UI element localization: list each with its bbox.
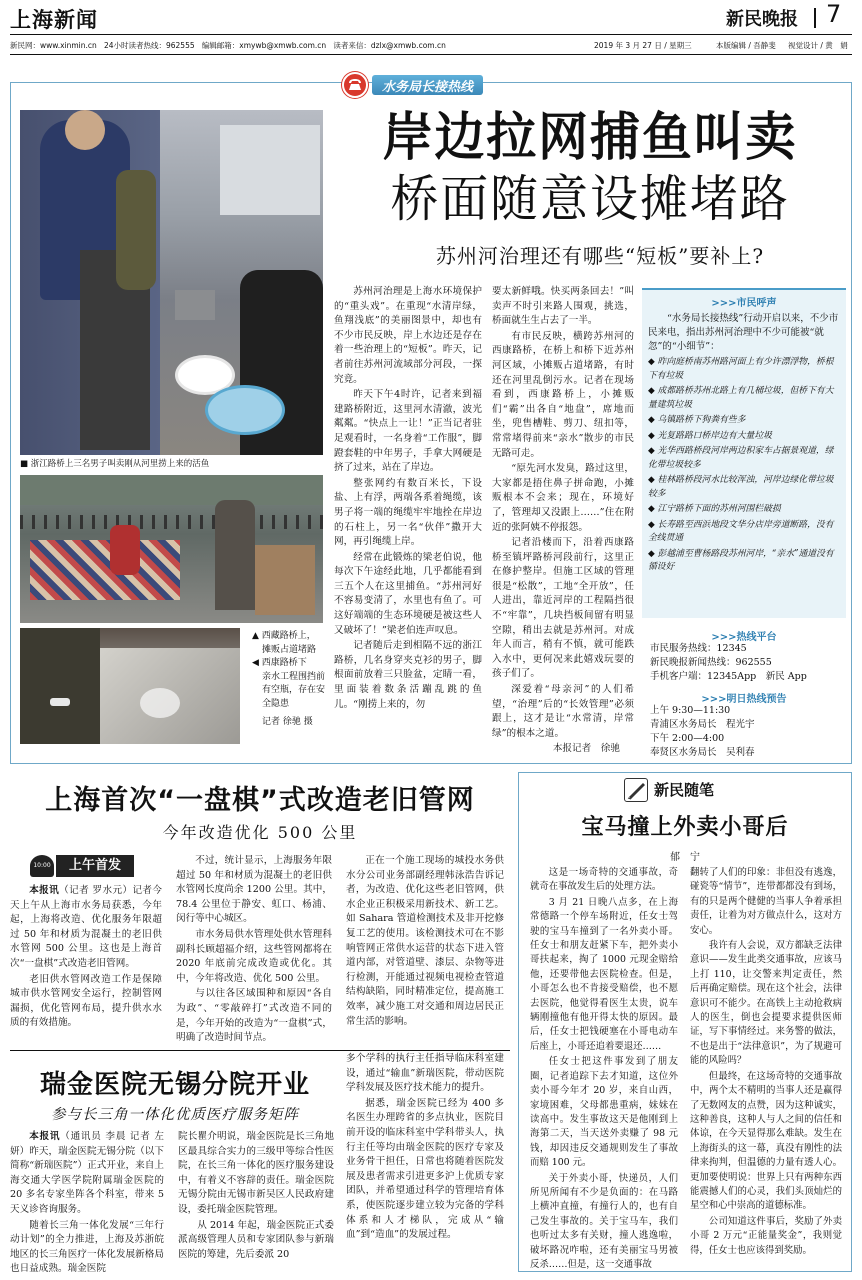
lead-headline-1: 岸边拉网捕鱼叫卖 (382, 108, 798, 168)
paragraph: 市水务局供水管理处供水管理科副科长顾超福介绍，这些管网都将在 2020 年底前完成改造或优化。其中，今年将改造、优化 500 公里。 (176, 928, 332, 984)
list-item: ◆ 昨向庭桥南苏州路河面上有少许漂浮物，桥根下有垃圾 (648, 357, 834, 381)
column-text-1 (530, 866, 678, 1273)
paragraph: 要太新鲜哦。快买两条回去！”叫卖声不时引来路人围观，挑选，桥面就生生占去了一半。 (492, 286, 634, 327)
paragraph: 记者沿楼而下，沿着西康路桥至镇坪路桥河段前行，这里正在修护整岸。但施工区域的管理很是“松散”，工地“全开放”，任人进出，靠近河岸的工程隔挡很不“牢靠”，几块挡板间留有明显空隙，稍出去就是苏州河。对成年人而言，稍有不慎，就可能跌入水中，更何况来此嬉戏玩耍的孩子们了。 (492, 537, 634, 680)
banner-label: 水务局长接热线 (372, 75, 483, 95)
voice-intro: “水务局长接热线”行动开启以来，不少市民来电，指出苏州河治理中不少可能被“就忽”的“小细节”： (648, 313, 839, 352)
info-bar (10, 40, 852, 51)
photo-riverside-barrier (20, 628, 240, 744)
list-item: ◆ 长寿路至西浜地段文华分店岸旁道断路，没有全线贯通 (648, 519, 834, 543)
list-item: ◆ 桂林路桥段河水比较浑浊，河岸边绿化带垃圾较多 (648, 475, 834, 499)
paragraph: 从 2014 年起，瑞金医院正式委派高级管理人员和专家团队参与新瑞医院的筹建，先后委派 20 (178, 1219, 334, 1260)
duty-line: 奉贤区水务局长 吴利春 (650, 747, 755, 758)
hospital-subtitle: 参与长三角一体化优质医疗服务矩阵 (51, 1107, 299, 1123)
column-logo-text: 新民随笔 (654, 781, 715, 799)
hotline-banner (340, 70, 550, 100)
paragraph: 深爱着“母亲河”的人们希望，“治理”后的“长效管理”必须跟上，这才是让“水常清，岸常绿”的根本之道。 (492, 684, 634, 739)
badge-label: 上午首发 (56, 855, 134, 877)
phone-icon (342, 72, 368, 98)
paragraph: 我许有人会说，双方都缺乏法律意识——发生此类交通事故，应该马上打 110，让交警来判定责任，然后再确定赔偿。现在这个社会，法律意识可不能少。在高铁上主动抢救病人的医生，倒也会提要求提供医师证，写下事情经过。来务警的做法，不也是出于“法律意识”，为了规避可能的风险吗？ (690, 940, 842, 1067)
list-item: ◆ 彭越浦至曹杨路段苏州河岸，“亲水”通道没有循设好 (648, 548, 834, 572)
paragraph: 老旧供水管网改造工作是保障城市供水管网安全运行，控制管网漏损，优化管网布局，提升供水水质的有效措施。 (10, 973, 162, 1029)
paragraph: 与以往各区域围种和原因“各自为政”、“零敲碎打”式改造不同的是，今年开始的改造为“一盘棋”式，明确了改造时间节点。 (176, 988, 332, 1044)
list-item: ◆ 光复路路口桥岸边有大量垃圾 (648, 430, 772, 441)
photo1-caption: ■ 浙江路桥上三名男子叫卖刚从河里捞上来的活鱼 (20, 459, 210, 469)
quill-icon (624, 778, 648, 802)
paragraph: 随着长三角一体化发展“三年行动计划”的全力推进，上海及苏浙皖地区的长三角医疗一体化发展新格局也日益成熟。瑞金医院 (10, 1219, 164, 1275)
platform-line: 市民服务热线：12345 (650, 643, 747, 654)
pipe-column-2 (176, 854, 332, 1047)
paragraph: 多个学科的执行主任指导临床科室建设，通过“输血”新瑞医院，带动医院学科发展及医疗技术能力的提升。 (346, 1053, 504, 1094)
paragraph: 整张网约有数百米长，下设盐、上有浮，两端各系着绳缆，该男子将一端的绳缆牢牢地拴在岸边的石柱上，另一名“伙伴”撒开大网，再引绳缆上岸。 (334, 477, 482, 548)
caption-line: 有空瓶，存在安 (262, 685, 326, 695)
section-title: 上海新闻 (10, 8, 98, 32)
voice-list (648, 356, 840, 575)
issue-date: 2019 年 3 月 27 日 / 星期三 (594, 41, 692, 50)
caption-line: 亲水工程围挡前 (262, 671, 326, 682)
paragraph: 院长瞿介明说，瑞金医院是长三角地区最具综合实力的三级甲等综合性医院，在长三角一体化的医疗服务建设中，有着义不容辞的责任。瑞金医院无锡分院由无锡市新吴区人民政府建设，委托瑞金医院管理。 (178, 1131, 334, 1215)
photo-bridge-vendors (20, 475, 323, 623)
photo-credit: 记者 徐驰 摄 (262, 717, 313, 727)
duty-line: 下午 2:00—4:00 (650, 733, 725, 744)
paragraph: 记者随后走到相隔不远的浙江路桥，几名身穿夹克衫的男子，脚根面前放着三只脸盆，定睛一看，里面装着数条活蹦乱跳的鱼儿。“刚捞上来的，勿 (334, 640, 482, 710)
duty-box (650, 704, 846, 760)
duty-heading: >>>明日热线预告 (701, 694, 787, 705)
paragraph: 本报讯（记者 罗水元）记者今天上午从上海市水务局获悉，今年起，上海将改造、优化服务年限超过 50 年和材质为混凝土的老旧供水管网 500 公里。这也是上海首次“一盘棋”式改造老旧管网。 (10, 885, 162, 969)
list-item: ◆ 乌镇路桥下狗粪有些多 (648, 415, 746, 425)
page-editor: 本版编辑 / 吾静斐 (716, 41, 776, 50)
paper-name: 新民晚报 (726, 9, 798, 30)
platform-line: 新民晚报新闻热线：962555 (650, 657, 772, 668)
hospital-column-3 (346, 1052, 504, 1244)
page-number: 7 (826, 0, 842, 28)
paragraph: 公司知道这件事后，奖励了外卖小哥 2 万元“正能量奖金”，我则觉得，任女士也应该得到奖励。 (690, 1215, 842, 1256)
paragraph: 本报讯（通讯员 李晨 记者 左妍）昨天，瑞金医院无锡分院（以下简称“新瑞医院”）正式开业，来自上海交通大学医学院附属瑞金医院的 20 多名专家坐阵各个科室，带来 5 天义诊咨询服务。 (10, 1131, 165, 1215)
list-item: ◆ 江宁路桥下面的苏州河围栏破损 (648, 504, 781, 514)
column-author: 郁 宁 (670, 852, 700, 863)
pipe-column-1 (10, 884, 162, 1032)
hospital-headline: 瑞金医院无锡分院开业 (39, 1070, 310, 1100)
list-item: ◆ 成都路桥苏州北路上有几桶垃圾，但桥下有大量建筑垃圾 (648, 386, 834, 410)
site-link[interactable]: 新民网：www.xinmin.cn (10, 41, 97, 50)
caption-line: ▲ 西藏路桥上， (252, 631, 316, 641)
paragraph: 昨天下午4时许，记者来到福建路桥附近，这里河水清澈，波光粼粼。“快点上一让！”正当记者驻足观看时，一名身着“工作服”，脚蹬套鞋的中年男子，手拿大网硬是挤了过来，站在了岸边。 (334, 389, 482, 474)
caption-line: ◀ 西康路桥下 (252, 658, 307, 668)
paragraph: 有市民反映，横跨苏州河的西康路桥，在桥上和桥下近苏州河区域，小摊贩占道堵路，有时还在河里乱倒污水。记者在现场看到，西康路桥上，小摊贩们“霸”出各自“地盘”，席地而坐，兜售槽鞋、剪刀、纽扣等，常常堵得前来“亲水”散步的市民无路可走。 (492, 330, 634, 459)
paragraph: 经常在此锻炼的梁老伯说，他每次下午途经此地，几乎都能看到三五个人在这里捕鱼。“苏州河好不容易变清了，水里也有鱼了。可这好端端的生态环境硬是被这些人又破坏了！”梁老伯连声叹息。 (334, 551, 482, 636)
paragraph: 正在一个施工现场的城投水务供水分公司业务部副经理韩泳浩告诉记者，为改造、优化这些老旧管网，供水企业正积极采用新技术、新工艺。如 Sahara 管道检测技术及非开挖修复工艺的使用。该检测技术可在不影响管网正常供水运营的状态下进入管道内部，对管道壁、漆层、杂物等进行检测，开能通过视频电视检查管道结构缺陷，同时精准定位，提高施工效率，减少施工对交通和周边居民正常生活的影响。 (346, 855, 504, 1027)
paragraph: 这是一场奇特的交通事故，奇就奇在事故发生后的处理方法。 (530, 867, 678, 893)
pipe-headline: 上海首次“一盘棋”式改造老旧管网 (45, 785, 475, 816)
caption-line: 摊贩占道堵路 (262, 644, 317, 655)
lead-headline-2: 桥面随意设摊堵路 (390, 170, 790, 228)
column-logo (620, 776, 750, 804)
lead-column-2 (492, 285, 634, 758)
photo2-caption (252, 630, 332, 711)
platform-line: 手机客户端：12345App 新民 App (650, 671, 807, 682)
hospital-column-1 (10, 1130, 164, 1278)
duty-line: 青浦区水务局长 程光宇 (650, 719, 755, 730)
byline: 本报记者 徐驰 (552, 743, 620, 755)
edit-mail[interactable]: 编辑邮箱：xmywb@xmwb.com.cn (201, 41, 327, 50)
platform-box (650, 642, 846, 684)
caption-line: 全隐患 (262, 698, 290, 709)
paragraph: 关于外卖小哥，快递员，人们所见所闻有不少是负面的：在马路上横冲直撞，有撞行人的，也有自己发生事故的。关于宝马车，我们也听过太多有关财，撞人逃逸啦，破坏路况咋啦，还有美丽宝马男被反杀……但是，这一交通事故 (530, 1172, 678, 1270)
hospital-column-2 (178, 1130, 334, 1263)
lead-column-1 (334, 285, 482, 713)
badge-time: 10:00 (33, 862, 51, 869)
column-headline: 宝马撞上外卖小哥后 (581, 815, 789, 840)
duty-line: 上午 9:30—11:30 (650, 705, 731, 716)
list-item: ◆ 光华西路桥段河岸两边积家车占据景观道，绿化带垃圾较多 (648, 446, 834, 470)
paragraph: 3 月 21 日晚八点多，在上海常德路一个停车场附近，任女士驾驶的宝马车撞到了一名外卖小哥。任女士和朋友赶紧下车，把外卖小哥扶起来，掏了 1000 元现金赔给他，还要带他去医院检查。但是，小哥怎么也不肯接受赔偿，也不愿去医院，他觉得看医生太贵，说车辆刚撞他有他开得太快的原因。最后，任女士把钱硬塞在小哥电动车后座上，小哥还追着要退还…… (530, 896, 678, 1052)
page-designer: 视觉设计 / 黄 娟 (788, 41, 848, 50)
reader-mail[interactable]: 读者来信：dzlx@xmwb.com.cn (333, 41, 446, 50)
paragraph: 苏州河治理是上海水环境保护的“重头戏”。在重现“水清岸绿，鱼翔浅底”的美丽图景中，却也有不少市民反映，岸上水边还是存在着一些治理上的“短板”。昨天，记者前往苏州河流域部分河段，一探究竟。 (334, 286, 482, 385)
column-text-2 (690, 866, 842, 1259)
lead-subtitle: 苏州河治理还有哪些“短板”要补上? (435, 244, 765, 268)
paragraph: 翻转了人们的印象：非但没有逃逸，碰瓷等“情节”，连带都都没有到场，有的只是两个健健的当事人争着承担责任，让着为对方做点什么，这对方安心。 (690, 867, 842, 936)
paragraph: 任女士把这件事发到了朋友圈，记者追踪下去才知道，这位外卖小哥今年才 20 岁，来自山西，家境困难，父母都患重病，妹妹在读高中。发生事故这天是他刚到上海第二天，当天送外卖赚了 98 元钱，却因违反交通规则发生了事故而赔 100 元。 (530, 1056, 678, 1169)
pipe-subtitle: 今年改造优化 500 公里 (162, 823, 358, 842)
platform-heading: >>>热线平台 (711, 632, 777, 643)
morning-first-badge (30, 855, 134, 877)
clock-icon (30, 855, 54, 877)
paragraph: 但最终，在这场奇特的交通事故中，两个太不精明的当事人还是赢得了无数网友的点赞，因为这种诚实，这种善良，这种人与人之间的信任和体谅，在今天显得那么难缺。发生在上海街头的这一幕，真没有刚性的法律来拘判，但温德的力量有透人心。更加要使明说：世界上只有两种东西能震撼人们的心灵，我们头顶灿烂的星空和心中崇高的道德标准。 (690, 1070, 842, 1212)
paragraph: 不过，统计显示，上海服务年限超过 50 年和材质为混凝土的老旧供水管网长度尚余 1200 公里。其中，78.4 公里位于静安、虹口、杨浦、闵行等中心城区。 (176, 855, 332, 925)
reader-hotline: 24小时读者热线：962555 (103, 41, 195, 50)
paragraph: “原先河水发臭，路过这里，大家都是捂住鼻子拼命跑，小摊贩根本不会来；现在，环境好了，管理却又没跟上……”住在附近的张阿姨不停报怨。 (492, 463, 634, 533)
pipe-column-3 (346, 854, 504, 1030)
paragraph: 据悉，瑞金医院已经为 400 多名医生办理跨省的多点执业，医院目前开设的临床科室中学科带头人，执行主任等均由瑞金医院的医疗专家及业务骨干担任，日常也将随着医院发展及患者需求引进更多沪上优质专家团队，并希望通过科学的管理培育体系，使医院逐步建立较为完备的学科体系和人才梯队，完成从“输血”到“造血”的发展过程。 (346, 1097, 504, 1241)
citizen-voice-box (642, 288, 846, 618)
photo-fish-seller (20, 110, 323, 455)
voice-heading: >>>市民呼声 (711, 298, 777, 309)
